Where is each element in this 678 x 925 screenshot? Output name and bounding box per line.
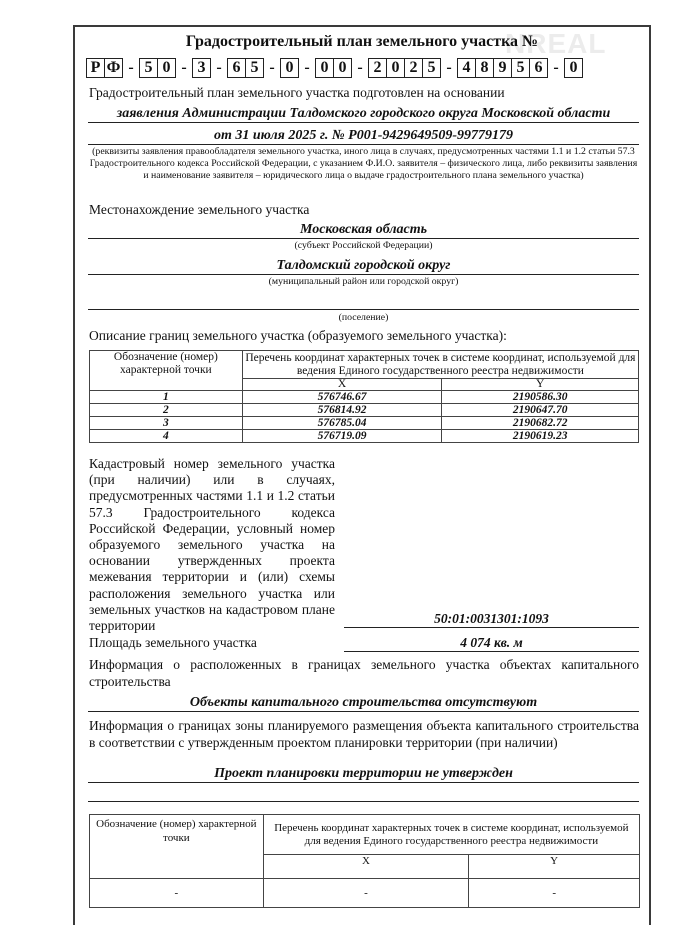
header-point: Обозначение (номер) характерной точки — [90, 815, 264, 879]
number-group — [86, 58, 123, 78]
number-digit: 5 — [140, 59, 158, 77]
cell-point: 4 — [90, 430, 243, 443]
header-point: Обозначение (номер) характерной точки — [90, 351, 243, 391]
table-row — [90, 430, 639, 443]
number-separator: - — [216, 59, 222, 76]
boundaries-label: Описание границ земельного участка (образуемого земельного участка): — [89, 328, 507, 343]
number-group — [315, 58, 352, 78]
number-group — [564, 58, 583, 78]
number-group — [139, 58, 176, 78]
number-digit: Р — [87, 59, 105, 77]
table-row — [90, 879, 640, 908]
cell-y: 2190647.70 — [442, 404, 639, 417]
cadastral-number: 50:01:0031301:1093 — [344, 611, 639, 628]
number-digit: 5 — [250, 59, 259, 76]
number-separator: - — [304, 59, 310, 76]
number-digit: 3 — [197, 59, 206, 76]
number-digit: 0 — [338, 59, 347, 76]
application-caption: (реквизиты заявления правообладателя земельного участка, иного лица в случаях, предусмотренных частями 1.1 и 1.2 статьи 57.3 Градостроительного кодекса Российской Федерации, с указанием Ф.И.О. заявителя – физического лица, либо реквизиты заявления и наименование заявителя – юридического лица о выдаче градостроительного плана земельного участка) — [89, 146, 638, 181]
table-row — [90, 391, 639, 404]
cell-point: 1 — [90, 391, 243, 404]
application-line-1: заявления Администрации Талдомского городского округа Московской области — [88, 106, 639, 123]
plan-number — [86, 57, 583, 79]
number-group — [368, 58, 441, 78]
municipality-field: Талдомский городской округ — [88, 258, 639, 275]
boundaries-table — [89, 350, 639, 443]
number-digit: Ф — [106, 59, 121, 76]
cell-point: 2 — [90, 404, 243, 417]
document-title: Градостроительный план земельного участка № — [185, 33, 539, 50]
header-x: X — [242, 379, 442, 391]
cell-point: 3 — [90, 417, 243, 430]
number-digit: 0 — [316, 59, 334, 77]
number-digit: 4 — [458, 59, 476, 77]
cell-point: - — [90, 879, 264, 908]
number-digit: 2 — [369, 59, 387, 77]
number-digit: 5 — [512, 59, 530, 77]
area-label: Площадь земельного участка — [89, 635, 257, 650]
capital-objects-label: Информация о расположенных в границах земельного участка объектах капитального строительства — [89, 657, 639, 689]
number-digit: 2 — [405, 59, 423, 77]
capital-objects-value: Объекты капитального строительства отсутствуют — [88, 695, 639, 712]
municipality-caption: (муниципальный район или городской округ) — [268, 276, 459, 287]
watermark: NREAL — [505, 28, 607, 59]
header-x: X — [263, 855, 469, 879]
empty-line — [88, 784, 639, 802]
settlement-caption: (поселение) — [338, 312, 389, 323]
cadastral-label: Кадастровый номер земельного участка (при наличии) или в случаях, предусмотренных частями 1.1 и 1.2 статьи 57.3 Градостроительного кодекса Российской Федерации, условный номер образуемого земельного участка на основании утвержденных проекта межевания территории и (или) схемы расположения земельного участка или земельных участков на кадастровом плане территории — [89, 456, 335, 634]
subject-caption: (субъект Российской Федерации) — [294, 240, 433, 251]
application-line-2: от 31 июля 2025 г. № P001-9429649509-99779179 — [88, 128, 639, 145]
number-digit: 5 — [427, 59, 436, 76]
cell-y: 2190682.72 — [442, 417, 639, 430]
area-value: 4 074 кв. м — [344, 635, 639, 652]
cell-y: 2190586.30 — [442, 391, 639, 404]
basis-label: Градостроительный план земельного участка подготовлен на основании — [89, 85, 505, 100]
number-separator: - — [553, 59, 559, 76]
cell-y: 2190619.23 — [442, 430, 639, 443]
cell-x: 576814.92 — [242, 404, 442, 417]
number-digit: 0 — [569, 59, 578, 76]
number-separator: - — [128, 59, 134, 76]
cell-x: 576719.09 — [242, 430, 442, 443]
number-digit: 9 — [494, 59, 512, 77]
number-digit: 8 — [476, 59, 494, 77]
number-group — [457, 58, 548, 78]
table-row — [90, 417, 639, 430]
header-y: Y — [442, 379, 639, 391]
number-digit: 6 — [228, 59, 246, 77]
subject-field: Московская область — [88, 222, 639, 239]
cell-y: - — [469, 879, 640, 908]
table-row — [90, 404, 639, 417]
header-coords: Перечень координат характерных точек в системе координат, используемой для ведения Единого государственного реестра недвижимости — [263, 815, 639, 855]
header-coords: Перечень координат характерных точек в системе координат, используемой для ведения Единого государственного реестра недвижимости — [242, 351, 638, 379]
number-group — [192, 58, 211, 78]
number-group — [280, 58, 299, 78]
number-separator: - — [181, 59, 187, 76]
number-separator: - — [269, 59, 275, 76]
planning-zone-table — [89, 814, 640, 908]
cell-x: 576785.04 — [242, 417, 442, 430]
cell-x: 576746.67 — [242, 391, 442, 404]
number-group — [227, 58, 264, 78]
number-digit: 0 — [162, 59, 171, 76]
number-digit: 0 — [285, 59, 294, 76]
number-separator: - — [357, 59, 363, 76]
planning-zone-label: Информация о границах зоны планируемого размещения объекта капитального строительства в соответствии с утвержденным проектом планировки территории (при наличии) — [89, 718, 639, 750]
settlement-field — [88, 292, 639, 310]
number-separator: - — [446, 59, 452, 76]
number-digit: 0 — [387, 59, 405, 77]
number-digit: 6 — [534, 59, 543, 76]
header-y: Y — [469, 855, 640, 879]
planning-project-value: Проект планировки территории не утвержден — [88, 766, 639, 783]
location-label: Местонахождение земельного участка — [89, 202, 310, 217]
cell-x: - — [263, 879, 469, 908]
